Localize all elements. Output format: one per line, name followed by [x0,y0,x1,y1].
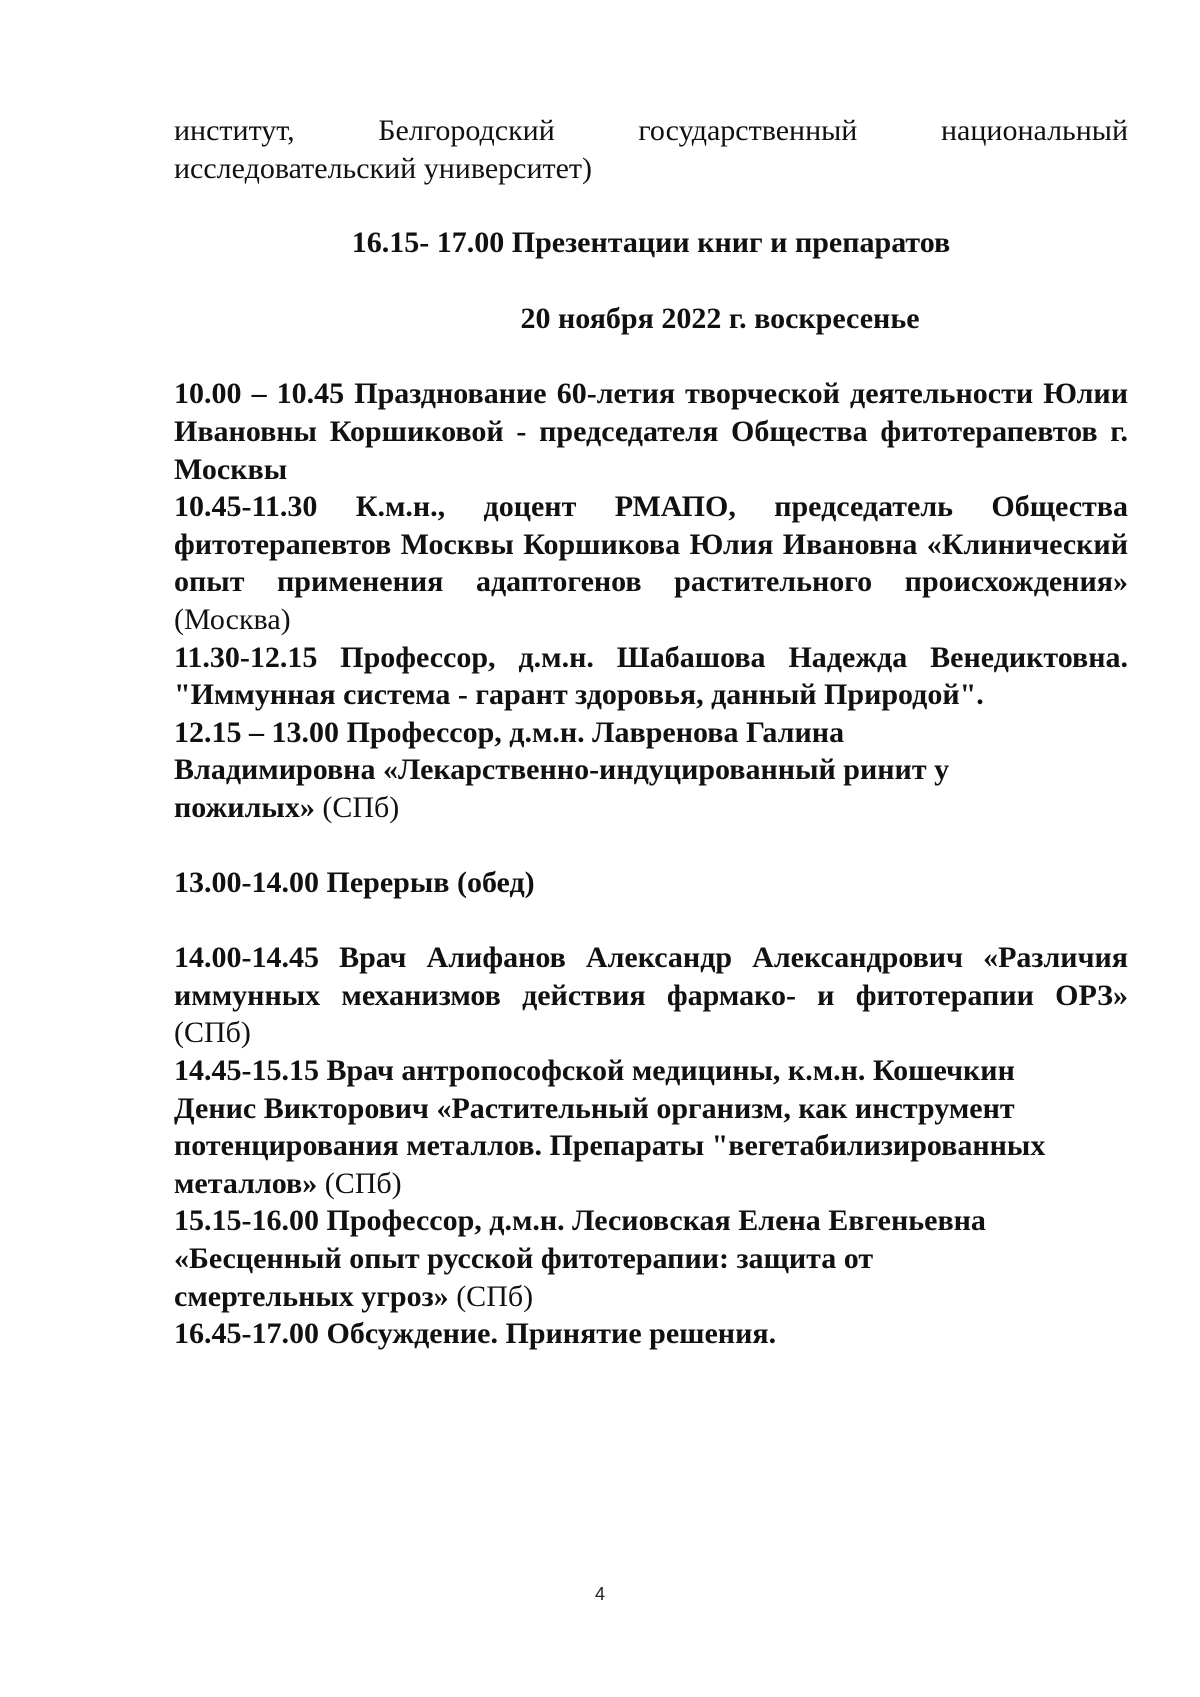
item-text-line: металлов» [174,1166,318,1200]
item-text: 16.45-17.00 Обсуждение. Принятие решения. [174,1317,777,1351]
program-item [174,375,1128,488]
item-text-line: 15.15-16.00 Профессор, д.м.н. Лесиовская Елена Евгеньевна [174,1204,986,1238]
item-text-line: «Бесценный опыт русской фитотерапии: защита от [174,1242,874,1276]
page-content [174,112,1128,1353]
item-city: (СПб) [174,1016,251,1050]
program-item [174,639,1128,714]
item-text-line: 12.15 – 13.00 Профессор, д.м.н. Лавренова Галина [174,715,845,749]
item-text-line: смертельных угроз» [174,1279,449,1313]
program-item [174,939,1128,1052]
program-item [174,1202,1128,1315]
program-item [174,714,1128,827]
morning-program [174,375,1128,826]
program-item [174,1052,1128,1202]
item-text-line: Владимировна «Лекарственно-индуцированный ринит у [174,753,950,787]
intro-paragraph: институт, Белгородский государственный национальный исследовательский университет) [174,114,1128,185]
day-heading: 20 ноября 2022 г. воскресенье [520,301,920,335]
afternoon-program [174,939,1128,1353]
item-city: (СПб) [448,1279,534,1313]
item-city: (СПб) [317,1166,402,1200]
item-text-line: Денис Викторович «Растительный организм, как инструмент [174,1091,1015,1125]
lunch-break: 13.00-14.00 Перерыв (обед) [174,866,535,900]
item-text: 14.00-14.45 Врач Алифанов Александр Александрович «Различия иммунных механизмов действия фармако- и фитотерапии ОРЗ» [174,941,1128,1012]
program-item [174,1315,1128,1353]
item-text-line: потенцирования металлов. Препараты "вегетабилизированных [174,1129,1046,1163]
item-city: (Москва) [174,602,291,636]
item-text: 11.30-12.15 Профессор, д.м.н. Шабашова Надежда Венедиктовна. "Иммунная система - гарант здоровья, данный Природой". [174,640,1128,712]
page-number: 4 [594,1584,605,1604]
item-city: (СПб) [314,790,400,824]
program-item [174,488,1128,638]
item-text: 10.00 – 10.45 Празднование 60-летия творческой деятельности Юлии Ивановны Коршиковой - председателя Общества фитотерапевтов г. Москвы [174,377,1128,486]
item-text-line: 14.45-15.15 Врач антропософской медицины, к.м.н. Кошечкин [174,1054,1015,1088]
item-text-line: пожилых» [174,790,315,824]
presentations-heading: 16.15- 17.00 Презентации книг и препаратов [351,226,951,260]
item-text: 10.45-11.30 К.м.н., доцент РМАПО, председатель Общества фитотерапевтов Москвы Коршикова Юлия Ивановна «Клинический опыт применения адаптогенов растительного происхождения» [174,490,1128,599]
